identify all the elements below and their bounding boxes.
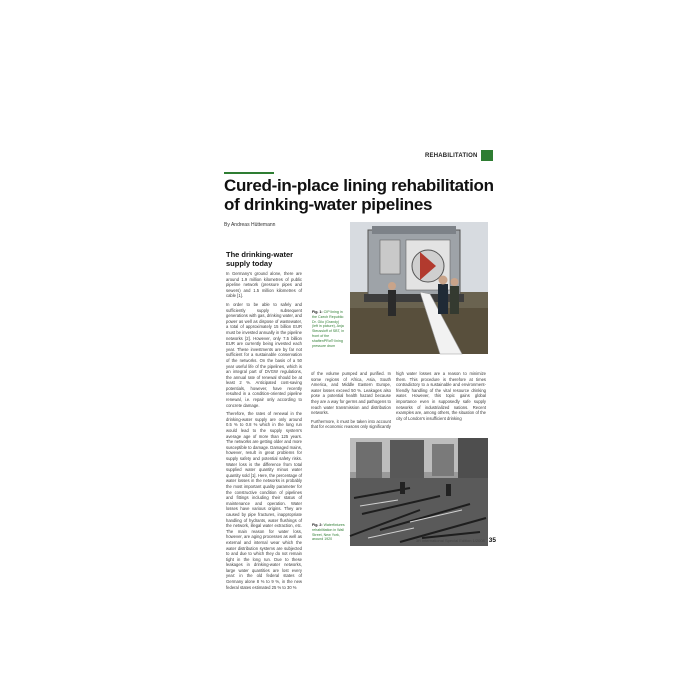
figure-label: Fig. 1:: [312, 310, 323, 314]
section-heading: The drinking-water supply today: [226, 250, 294, 268]
right-column: [396, 371, 486, 441]
paragraph: Furthermore, it must be taken into account that for economic reasons only significantly: [311, 418, 391, 430]
caption-text: Waterfixtures rehabilitation in Wall Street, New York, around 1920: [312, 523, 345, 542]
left-column: [226, 250, 302, 590]
paragraph: of the volume pumped and purified. In some regions of Africa, Asia, South America, and Middle Eastern Europe, water losses exceed 50 %. Leakages also pose a potential health hazard because they are a way for germs and pathogens to reach water transmission and distribution networks.: [311, 371, 391, 416]
article-author: By Andreas Hüttemann: [224, 222, 276, 228]
paragraph: In order to be able to safely and sufficiently supply subsequent generations with gas, drinking water, and power as well as dispose of wastewater, a total of approximately 15 billion EUR must be invested annually in the pipeline networks [2]. However, only 7.5 billion EUR are currently being invested each year. These investments are by far not sufficient for a sustainable conservation of the networks. On the basis of a 50 year useful life of the pipelines, which is an integral part of DVGW regulations, the annual rate of renewal should be at least 2 %. Anticipated cost-saving potentials, however, have recently resulted in a condition-oriented pipeline renewal, i.e. repair only according to concrete damage.: [226, 301, 302, 408]
section-color-block: [481, 150, 493, 161]
title-rule: [224, 172, 274, 174]
figure-2-photo: [350, 438, 488, 546]
figure-1-photo: [350, 222, 488, 354]
paragraph: In Germany's ground alone, there are around 1.9 million kilometres of public pipeline network (pressure pipes and sewers) and 1.5 million kilometres of cable [1].: [226, 271, 302, 299]
historic-street-image: [350, 438, 488, 546]
section-header: [425, 150, 493, 161]
section-label: REHABILITATION: [425, 152, 478, 159]
lining-machine-image: [350, 222, 488, 354]
figure-2-caption: [312, 523, 346, 542]
article-title: Cured-in-place lining rehabilitation of drinking-water pipelines: [224, 176, 494, 214]
page-footer: [386, 537, 496, 544]
paragraph: Therefore, the rates of renewal in the drinking-water supply are only around 0.5 % to 0.8 % which in the long run would lead to the supply system's average age of more than 125 years. The networks are getting older and more susceptible to damage. Damaged mains, however, result in great problems for supply safety and potential safety risks. Water loss is the difference from total supplied water quantity minus water quantity sold [1]. Here, the percentage of water losses in the networks is probably the most important quality parameter for the constructive condition of pipelines and fittings including their status of maintenance and operation. Water losses have various origins. They are caused by pipe fractures, inappropriate handling of hydrants, water flushings of the network, illegal water extraction, etc. The main reason for water loss, however, are aging processes as well as external and internal wear which the water distribution systems are subjected to and due to which they do not remain tight in the long run. Due to these leakages in drinking-water networks, large water quantities are lost every year: in the old federal states of Germany alone 8 % to 9 %, in the new federal states estimated 25 % to 30 %: [226, 411, 302, 590]
figure-label: Fig. 2:: [312, 523, 323, 527]
page-number: 35: [488, 537, 496, 544]
paragraph: high water losses are a reason to minimize them. This procedure is therefore at times contradictory to a sustainable and environment-friendly handling of the vital resource drinking water. However, this topic gains global importance even in supposedly safe supply networks of industrialized nations. Recent examples are, among others, the situation of the city of London's insufficient drinking: [396, 371, 486, 421]
publication-info: 3R international Special Edition 1/2008: [415, 538, 485, 543]
figure-1-caption: [312, 310, 346, 348]
caption-text: CIP lining in the Czech Republic: Dr. Gilo (Grandy) (left in picture), Anja Steussloff of SBT, in front of the shaftenPRo® lining pressure drum: [312, 310, 345, 348]
